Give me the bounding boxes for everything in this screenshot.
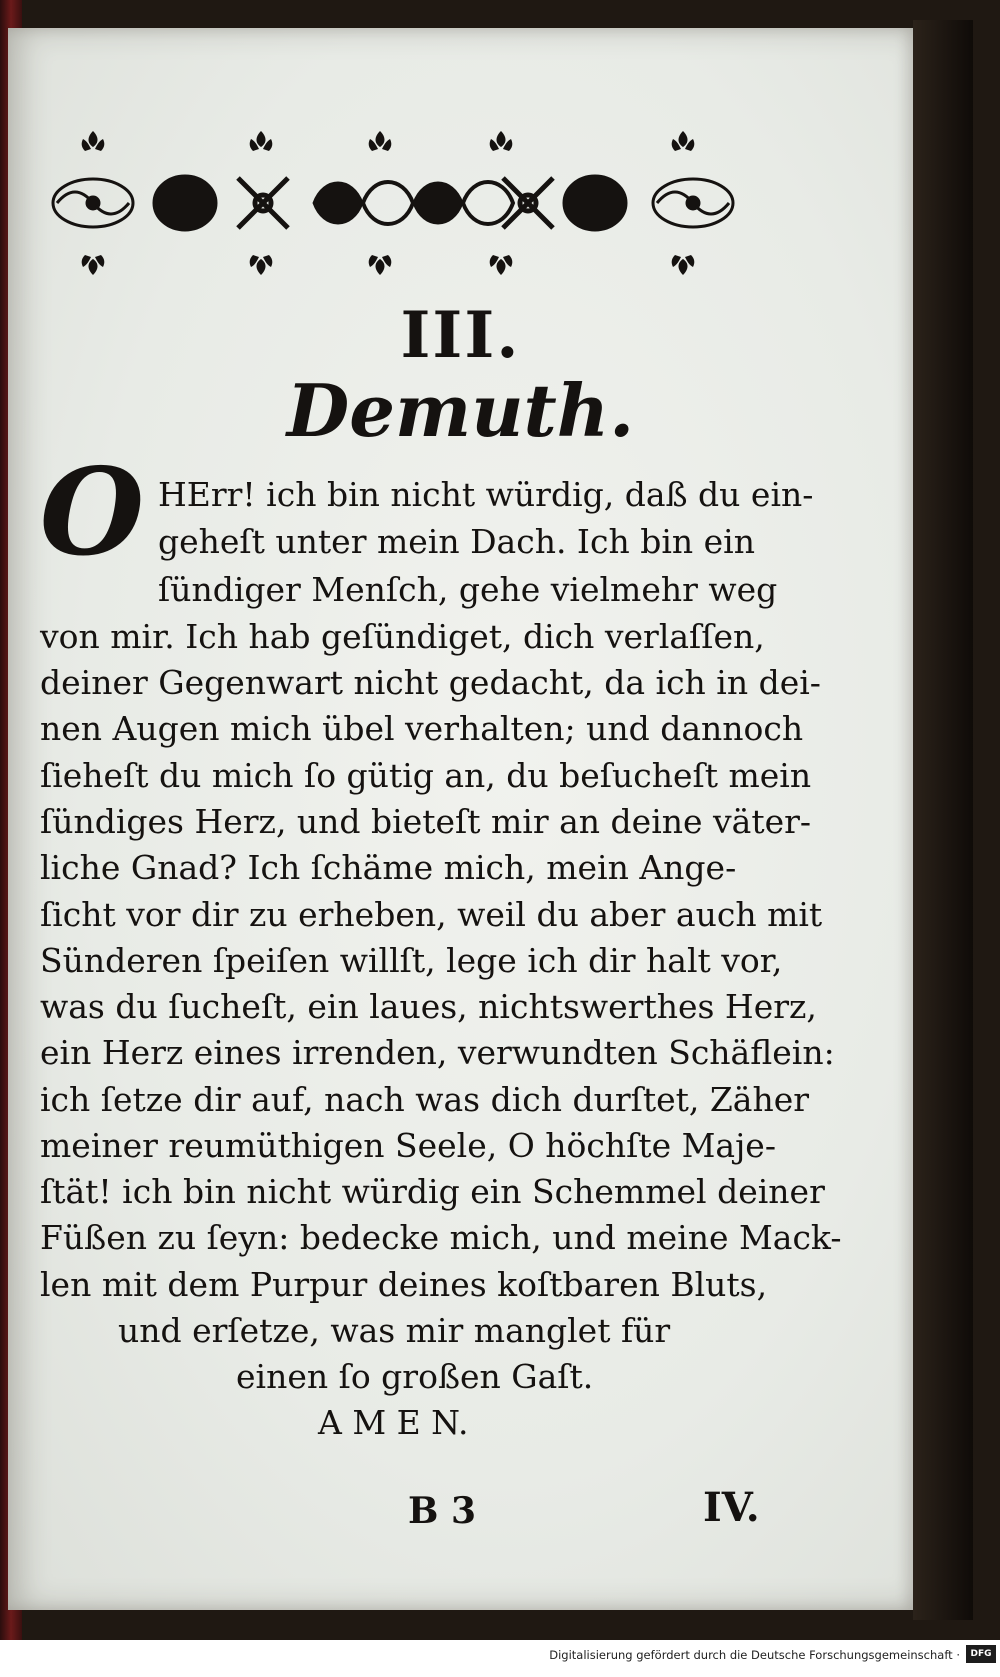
text-line: ſieheſt du mich ſo gütig an, du beſucheſt mein: [40, 756, 812, 795]
text-line: HErr! ich bin nicht würdig, daß du ein-: [158, 475, 814, 514]
text-line: ich ſetze dir auf, nach was dich durſtet, Zäher: [40, 1080, 810, 1119]
chapter-title: Demuth.: [286, 368, 635, 453]
text-line: einen ſo großen Gaſt.: [236, 1357, 594, 1396]
text-line: was du ſucheſt, ein laues, nichtswerthes Herz,: [40, 987, 817, 1026]
fleur-icon: [82, 255, 695, 275]
shell-fan-icon: [153, 175, 627, 231]
amen-line: A M E N.: [318, 1403, 469, 1442]
text-line: ſtät! ich bin nicht würdig ein Schemmel deiner: [40, 1172, 825, 1211]
digitization-credit: Digitalisierung gefördert durch die Deutsche Forschungsgemeinschaft ·: [549, 1648, 960, 1662]
text-line: deiner Gegenwart nicht gedacht, da ich in dei-: [40, 663, 821, 702]
book-page: [8, 28, 913, 1610]
text-line: ſündiger Menſch, gehe vielmehr weg: [158, 570, 778, 609]
text-line: ſündiges Herz, und bieteſt mir an deine väter-: [40, 802, 812, 841]
text-line: geheſt unter mein Dach. Ich bin ein: [158, 522, 755, 561]
text-line: Sünderen ſpeiſen willſt, lege ich dir halt vor,: [40, 941, 783, 980]
dfg-logo: DFG: [966, 1645, 996, 1663]
decorated-initial: [39, 442, 145, 583]
scan-shadow: [913, 20, 973, 1620]
initial-letter: O: [39, 442, 145, 583]
catchword: IV.: [703, 1484, 760, 1531]
text-line: liche Gnad? Ich ſchäme mich, mein Ange-: [40, 848, 737, 887]
chapter-numeral: III.: [400, 298, 521, 373]
cross-knot-icon: [238, 178, 553, 228]
fleur-icon: [82, 131, 695, 151]
ornament-band: [43, 123, 783, 283]
text-line: ein Herz eines irrenden, verwundten Schäflein:: [40, 1033, 835, 1072]
text-line: ſicht vor dir zu erheben, weil du aber auch mit: [40, 895, 823, 934]
text-line: nen Augen mich übel verhalten; und dannoch: [40, 709, 804, 748]
signature-mark: B 3: [408, 1490, 477, 1532]
text-line: len mit dem Purpur deines koſtbaren Bluts,: [40, 1265, 768, 1304]
text-line: Füßen zu ſeyn: bedecke mich, und meine Mack-: [40, 1218, 842, 1257]
text-line: meiner reumüthigen Seele, O höchſte Maje-: [40, 1126, 776, 1165]
text-line: von mir. Ich hab geſündiget, dich verlaſſen,: [40, 617, 765, 656]
text-line: und erſetze, was mir manglet für: [118, 1311, 671, 1350]
